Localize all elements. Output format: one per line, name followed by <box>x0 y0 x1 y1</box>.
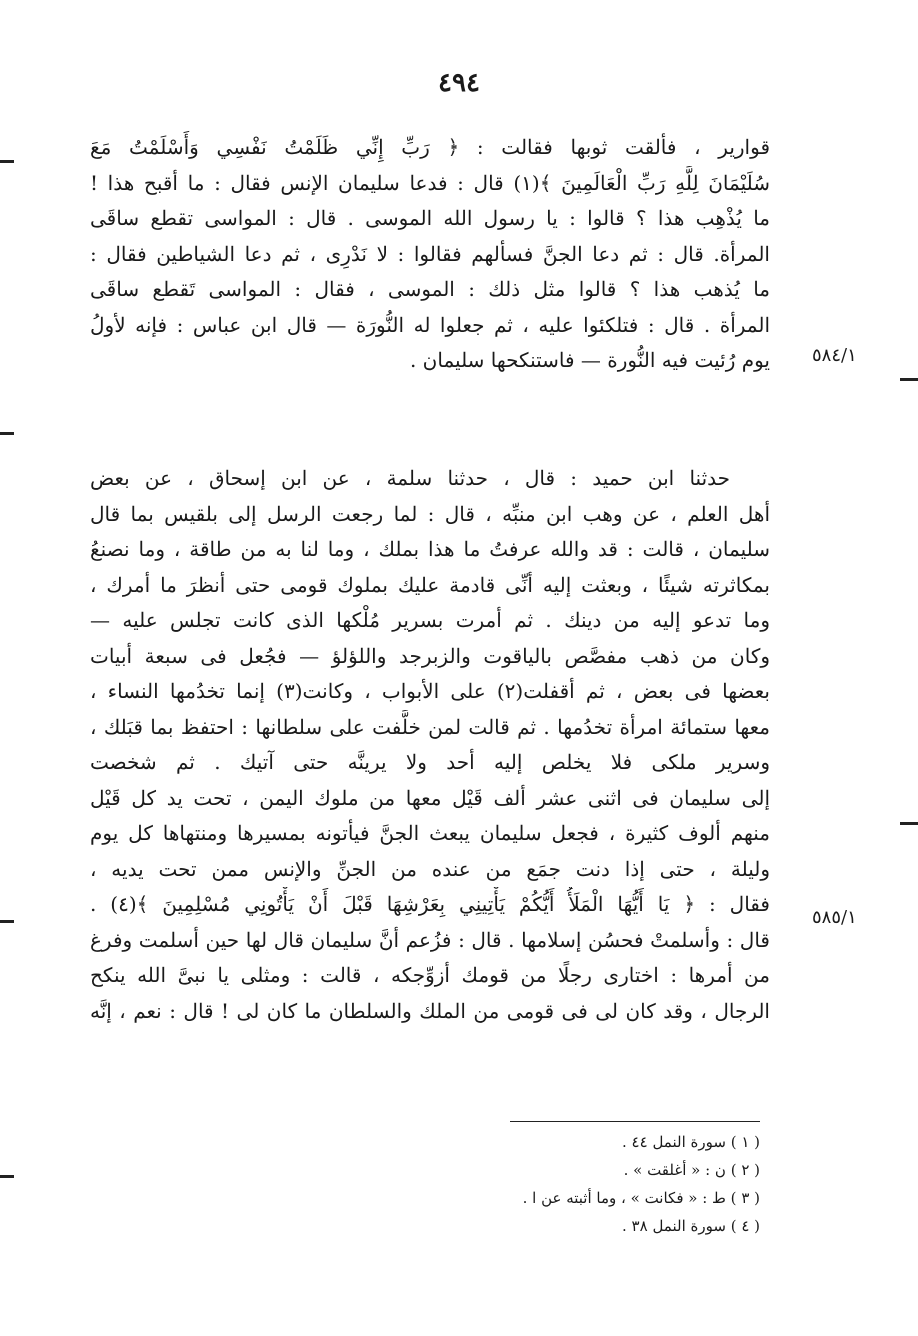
scan-mark <box>0 432 14 435</box>
scan-mark <box>900 822 918 825</box>
text-line: وكان من ذهب مفصَّص بالياقوت والزبرجد واللؤلؤ — فجُعل فى سبعة أبيات <box>90 643 770 668</box>
scan-mark <box>0 160 14 163</box>
text-line: إلى سليمان فى اثنى عشر ألف قَيْل معها من ملوك اليمن ، تحت يد كل قَيْل <box>90 785 770 810</box>
paragraph-1 <box>90 130 770 379</box>
footnote: ( ٣ ) ط : « فكانت » ، وما أثبته عن ا . <box>522 1189 760 1207</box>
text-line: أهل العلم ، عن وهب ابن منبِّه ، قال : لما رجعت الرسل إلى بلقيس بما قال <box>90 501 770 526</box>
text-line: المرأة. قال : ثم دعا الجنَّ فسألهم فقالوا : لا نَدْرِى ، ثم دعا الشياطين فقال : <box>90 241 770 266</box>
footnote: ( ٤ ) سورة النمل ٣٨ . <box>622 1217 760 1235</box>
margin-reference: ٥٨٤/١ <box>812 345 857 366</box>
text-line: قال : وأسلمتْ فحسُن إسلامها . قال : فزُعم أنَّ سليمان قال لها حين أسلمت وفرغ <box>90 927 770 952</box>
scan-mark <box>0 920 14 923</box>
text-line: حدثنا ابن حميد : قال ، حدثنا سلمة ، عن ابن إسحاق ، عن بعض <box>90 466 730 490</box>
text-line: بعضها فى بعض ، ثم أقفلت(٢) على الأبواب ، وكانت(٣) إنما تخدُمها النساء ، <box>90 679 770 703</box>
text-line: يوم رُئيت فيه النُّورة — فاستنكحها سليمان . <box>409 348 770 372</box>
text-line: ما يُذْهِب هذا ؟ قالوا : يا رسول الله الموسى . قال : المواسى تقطع ساقَى <box>90 206 770 230</box>
margin-reference: ٥٨٥/١ <box>812 907 857 928</box>
footnote: ( ٢ ) ن : « أغلقت » . <box>623 1161 760 1179</box>
footnotes <box>360 1128 760 1240</box>
scan-mark <box>0 1175 14 1178</box>
text-line: فقال : ﴿ يَا أَيُّهَا الْمَلَأُ أَيُّكُمْ يَأْتِينِي بِعَرْشِهَا قَبْلَ أَنْ يَأْتُونِي مُسْلِمِينَ ﴾(٤) . <box>90 892 770 916</box>
text-line: قوارير ، فألقت ثوبها فقالت : ﴿ رَبِّ إِنِّي ظَلَمْتُ نَفْسِي وَأَسْلَمْتُ مَعَ <box>90 135 770 159</box>
text-line: معها ستمائة امرأة تخدُمها . ثم قالت لمن خلَّفت على سلطانها : احتفظ بما قبَلك ، <box>90 714 770 739</box>
paragraph-2 <box>90 461 770 1029</box>
text-line: من أمرها : اختارى رجلًا من قومك أزوِّجكه ، قالت : ومثلى يا نبىَّ الله ينكح <box>90 963 770 987</box>
text-line: سُلَيْمَانَ لِلَّهِ رَبِّ الْعَالَمِينَ ﴾(١) قال : فدعا سليمان الإنس فقال : ما أقبح هذا ! <box>90 170 770 195</box>
footnote-divider <box>510 1121 760 1122</box>
footnote: ( ١ ) سورة النمل ٤٤ . <box>622 1133 760 1151</box>
page-number: ٤٩٤ <box>438 68 480 98</box>
text-line: بمكاثرته شيئًا ، وبعثت إليه أنِّى قادمة عليك بملوك قومى حتى أنظرَ ما أمرك ، <box>90 572 770 597</box>
text-line: ما يُذهب هذا ؟ قالوا مثل ذلك : الموسى ، فقال : المواسى تَقطع ساقَى <box>90 277 770 301</box>
text-line: سليمان ، قالت : قد والله عرفتُ ما هذا بملك ، وما لنا به من طاقة ، وما نصنعُ <box>90 537 770 561</box>
text-line: وسرير ملكى فلا يخلص إليه أحد ولا يرينَّه حتى آتيك . ثم شخصت <box>90 750 770 774</box>
text-line: منهم ألوف كثيرة ، فجعل سليمان يبعث الجنَّ فيأتونه بمسيرها ومنتهاها كل يوم <box>90 821 770 845</box>
text-line: وليلة ، حتى إذا دنت جمَع من عنده من الجنِّ والإنس ممن تحت يديه ، <box>90 856 770 881</box>
text-line: الرجال ، وقد كان لى فى قومى من الملك والسلطان ما كان لى ! قال : نعم ، إنَّه <box>90 998 770 1023</box>
scan-mark <box>900 378 918 381</box>
text-line: المرأة . قال : فتلكئوا عليه ، ثم جعلوا له النُّورَة — قال ابن عباس : فإنه لأولُ <box>90 312 770 337</box>
text-line: وما تدعو إليه من دينك . ثم أمرت بسرير مُلْكها الذى كانت تجلس عليه — <box>90 608 770 632</box>
